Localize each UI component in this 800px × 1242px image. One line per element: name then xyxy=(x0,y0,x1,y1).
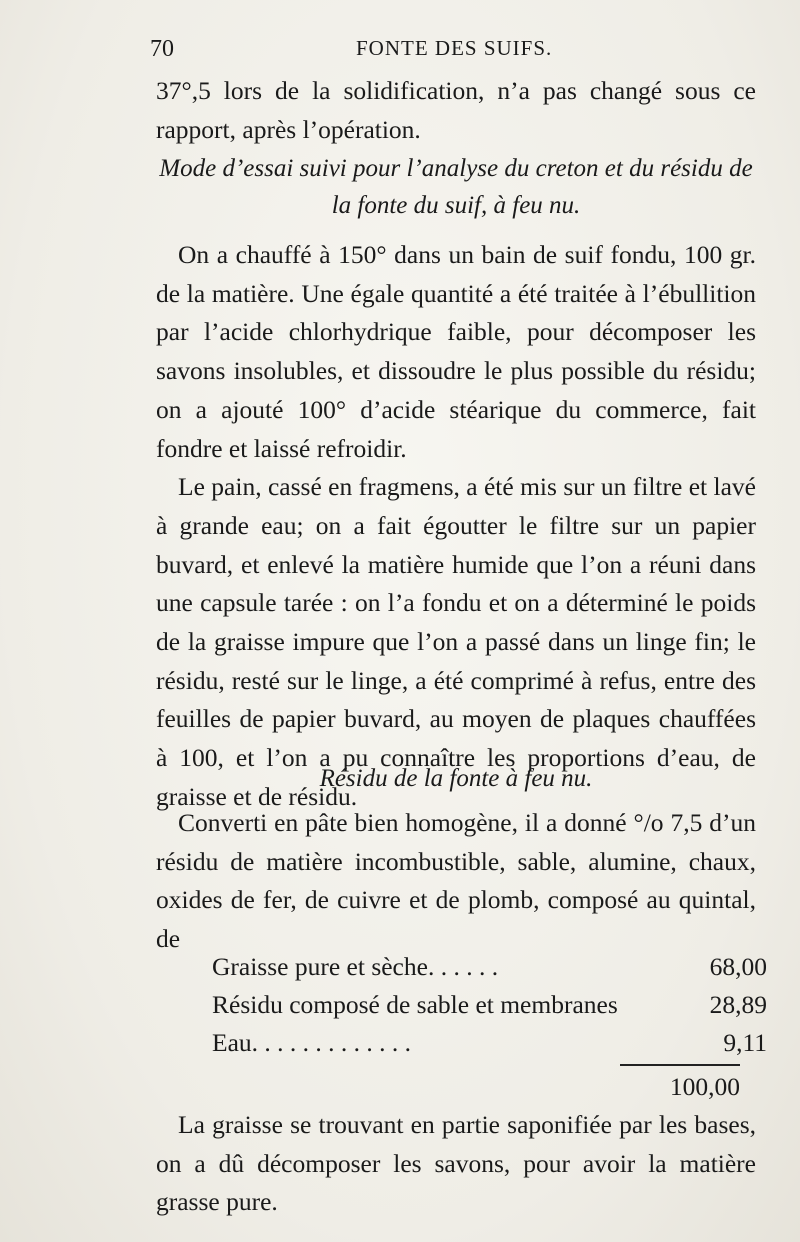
sum-rule xyxy=(620,1064,740,1066)
page-header xyxy=(150,28,758,64)
composition-value: 68,00 xyxy=(709,952,767,981)
running-title: FONTE DES SUIFS. xyxy=(356,36,553,60)
section-heading-1-line-2: la fonte du suif, à feu nu. xyxy=(331,192,581,219)
paragraph-1: 37°,5 lors de la solidification, n’a pas changé sous ce rapport, après l’opération. xyxy=(156,76,756,144)
composition-row xyxy=(212,1020,767,1058)
section-heading-2-text: Résidu de la fonte à feu nu. xyxy=(319,765,593,792)
paragraph-continuation xyxy=(156,72,756,149)
closing-section xyxy=(156,1106,756,1222)
composition-value: 9,11 xyxy=(723,1028,767,1057)
section-heading-1 xyxy=(150,150,762,224)
composition-row xyxy=(212,944,767,982)
composition-label: Eau. . . . . . . . . . . . . xyxy=(212,1028,412,1057)
residue-section xyxy=(156,804,756,959)
composition-row xyxy=(212,982,767,1020)
composition-label: Résidu composé de sable et membranes xyxy=(212,990,618,1019)
method-section xyxy=(156,236,756,817)
composition-label: Graisse pure et sèche. . . . . . xyxy=(212,952,499,981)
paragraph-3: Le pain, cassé en fragmens, a été mis sur un filtre et lavé à grande eau; on a fait égoutter le filtre sur un papier buvard, et enlevé la matière humide que l’on a réuni dans une capsule tarée : on l’a fondu et on a déterminé le poids de la graisse impure que l’on a passé dans un linge fin; le résidu, resté sur le linge, a été comprimé à refus, entre des feuilles de papier buvard, au moyen de plaques chauffées à 100, et l’on a pu connaître les proportions d’eau, de graisse et de résidu. xyxy=(156,472,756,811)
paragraph-5: La graisse se trouvant en partie saponifiée par les bases, on a dû décomposer les savons, pour avoir la matière grasse pure. xyxy=(156,1110,756,1217)
page-number: 70 xyxy=(150,36,174,62)
section-heading-2 xyxy=(150,760,762,797)
paragraph-4: Converti en pâte bien homogène, il a donné °/o 7,5 d’un résidu de matière incombustible, sable, alumine, chaux, oxides de fer, de cuivre et de plomb, composé au quintal, de xyxy=(156,808,756,954)
paragraph-2: On a chauffé à 150° dans un bain de suif fondu, 100 gr. de la matière. Une égale quantité a été traitée à l’ébullition par l’acide chlorhydrique faible, pour décomposer les savons insolubles, et dissoudre le plus possible du résidu; on a ajouté 100° d’acide stéarique du commerce, fait fondre et laissé refroidir. xyxy=(156,240,756,463)
composition-table-wrapper xyxy=(212,944,772,1058)
composition-total: 100,00 xyxy=(669,1072,740,1101)
composition-table xyxy=(212,944,767,1058)
composition-value: 28,89 xyxy=(709,990,767,1019)
section-heading-1-line-1: Mode d’essai suivi pour l’analyse du creton et du résidu de xyxy=(159,155,753,182)
